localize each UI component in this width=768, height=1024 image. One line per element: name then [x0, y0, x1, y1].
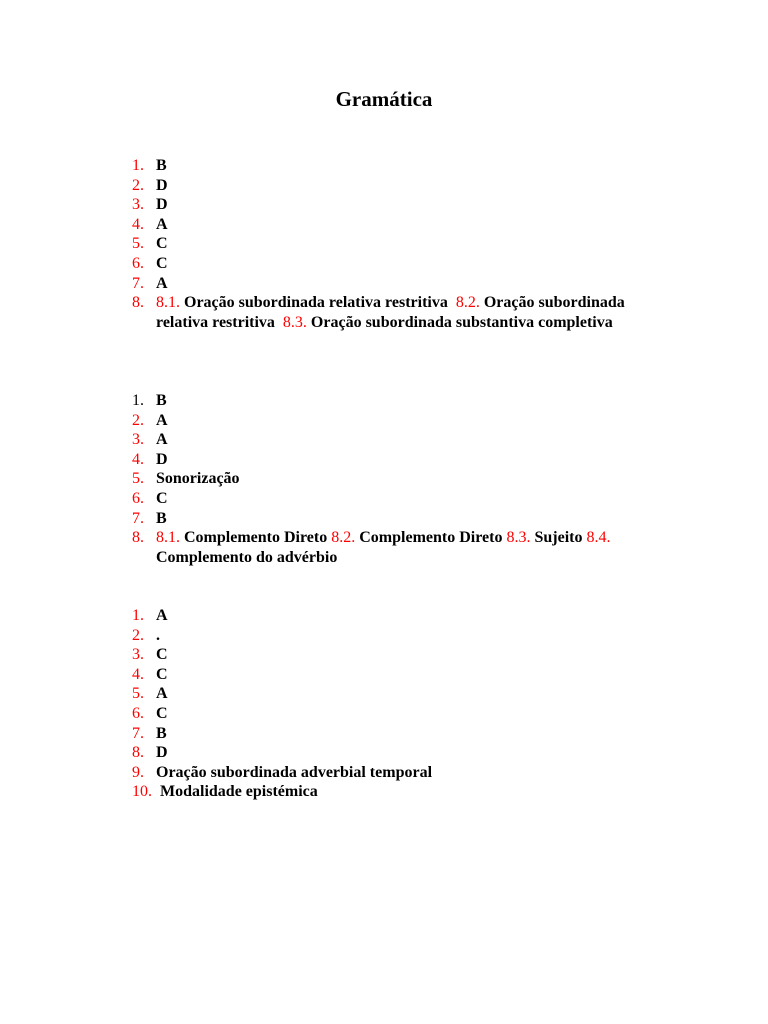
item-number: 3. [132, 646, 144, 664]
item-number: 1. [132, 157, 144, 174]
list-item [132, 254, 652, 274]
item-answer: A [156, 607, 168, 624]
item-answer: C [156, 665, 168, 683]
item-number: 4. [132, 665, 144, 683]
item-number: 5. [132, 235, 144, 253]
item-number: 7. [132, 274, 144, 292]
answer-list-section-2 [132, 391, 652, 567]
item-answer: B [156, 392, 167, 409]
item-number: 2. [132, 176, 144, 194]
list-item [132, 724, 652, 744]
sub-item-answer: Oração subordinada substantiva completiva [310, 313, 613, 331]
item-answer: B [156, 509, 167, 527]
list-item [132, 391, 652, 411]
item-answer: . [156, 626, 160, 644]
sub-item-answer: Complemento Direto [359, 529, 503, 547]
item-answer: B [156, 157, 167, 174]
sub-item-answer: Oração subordinada relativa restritiva [184, 294, 448, 312]
list-item [132, 215, 652, 235]
item-number: 4. [132, 215, 144, 233]
list-item [132, 156, 652, 176]
item-number: 8. [132, 744, 144, 762]
list-item [132, 684, 652, 704]
item-answer: D [156, 450, 168, 468]
item-number: 5. [132, 470, 144, 488]
item-number: 3. [132, 431, 144, 449]
item-answer: A [156, 411, 168, 429]
item-answer: D [156, 744, 168, 762]
item-answer: A [156, 685, 168, 703]
list-item [132, 606, 652, 626]
item-answer: A [156, 431, 168, 449]
item-answer: B [156, 724, 167, 742]
item-number: 9. [132, 763, 144, 781]
list-item [132, 763, 652, 783]
item-answer: C [156, 489, 168, 507]
item-answer: C [156, 704, 168, 722]
list-item [132, 430, 652, 450]
list-item [132, 450, 652, 470]
sub-item-answer: Complemento Direto [184, 529, 328, 547]
item-answer: C [156, 646, 168, 664]
item-number: 6. [132, 704, 144, 722]
answer-list-section-3 [132, 606, 652, 802]
item-number: 6. [132, 489, 144, 507]
sub-item-number: 8.2. [331, 529, 356, 547]
item-number: 10. [132, 783, 152, 801]
list-item [132, 195, 652, 215]
list-item [132, 274, 652, 294]
item-answer: Modalidade epistémica [160, 783, 318, 801]
list-item [132, 489, 652, 509]
list-item [132, 626, 652, 646]
list-item [132, 743, 652, 763]
item-number: 1. [132, 607, 144, 624]
list-item [132, 782, 652, 802]
sub-item-number: 8.1. [156, 529, 180, 547]
sub-item-number: 8.3. [282, 313, 307, 331]
sub-item-number: 8.3. [506, 529, 531, 547]
item-answer: C [156, 254, 168, 272]
item-answer: Oração subordinada adverbial temporal [156, 763, 433, 781]
item-number: 2. [132, 626, 144, 644]
list-item [132, 665, 652, 685]
list-item [132, 469, 652, 489]
item-number: 8. [132, 294, 144, 312]
sub-item-number: 8.1. [156, 294, 180, 312]
item-answer: A [156, 215, 168, 233]
item-number: 8. [132, 529, 144, 547]
item-number: 5. [132, 685, 144, 703]
sub-item-answer: Sujeito [534, 529, 583, 547]
sub-item-answer: Complemento do advérbio [156, 548, 338, 566]
sub-item-answer: Oração subordinada relativa restritiva [156, 294, 625, 331]
item-answer: C [156, 235, 168, 253]
list-item [132, 528, 652, 567]
item-answer: Sonorização [156, 470, 240, 488]
item-number: 1. [132, 392, 144, 409]
sub-item-number: 8.2. [455, 294, 480, 312]
item-answer: A [156, 274, 168, 292]
item-number: 7. [132, 724, 144, 742]
list-item [132, 234, 652, 254]
item-number: 3. [132, 196, 144, 214]
item-number: 2. [132, 411, 144, 429]
answer-list-section-1 [132, 156, 652, 332]
list-item [132, 645, 652, 665]
list-item [132, 704, 652, 724]
list-item [132, 509, 652, 529]
list-item [132, 293, 652, 332]
item-number: 4. [132, 450, 144, 468]
list-item [132, 411, 652, 431]
item-answer: D [156, 176, 168, 194]
sub-item-number: 8.4. [586, 529, 611, 547]
item-answer: D [156, 196, 168, 214]
item-number: 6. [132, 254, 144, 272]
list-item [132, 176, 652, 196]
item-number: 7. [132, 509, 144, 527]
page-title: Gramática [335, 87, 433, 111]
